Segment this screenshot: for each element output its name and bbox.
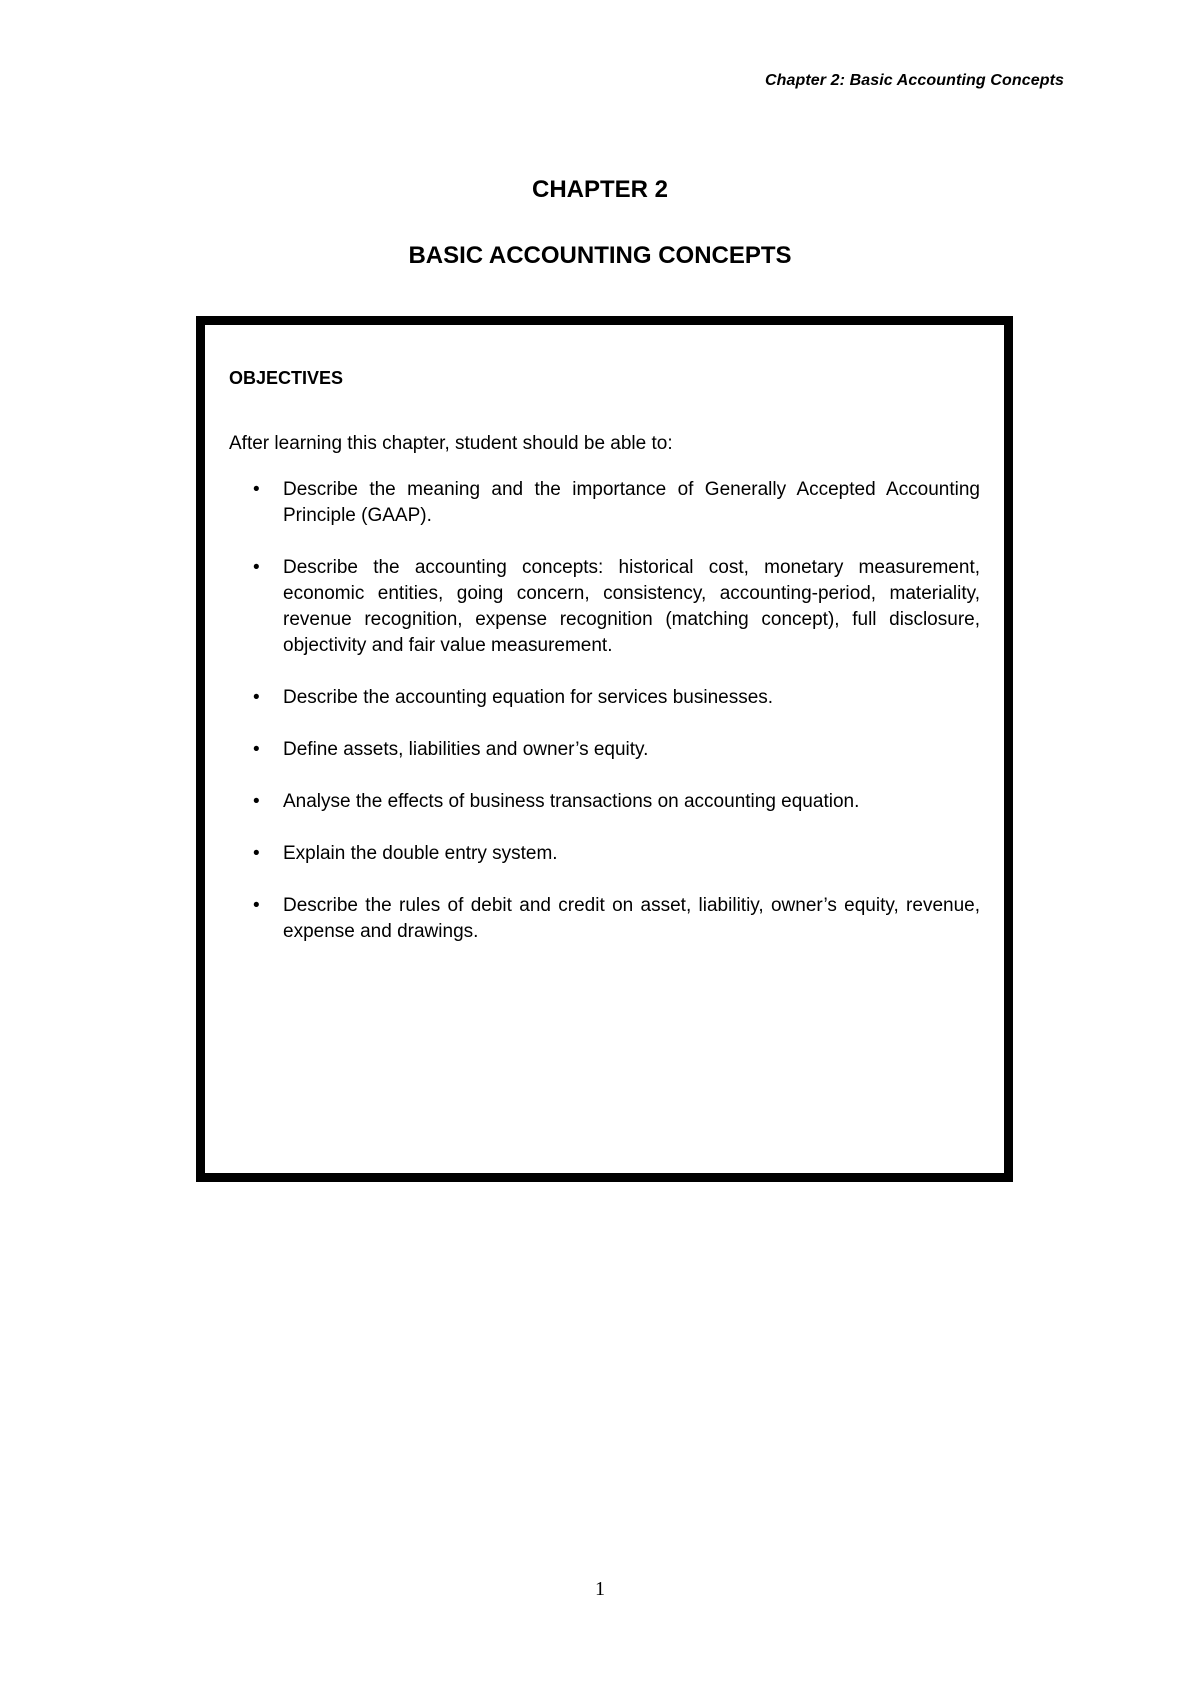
objectives-box [196, 316, 1013, 1182]
objectives-heading: OBJECTIVES [229, 368, 344, 388]
objective-text: Describe the rules of debit and credit on asset, liabilitiy, owner’s equity, revenue, expense and drawings. [283, 895, 980, 942]
bullet-icon: • [253, 687, 260, 708]
objective-item [229, 477, 980, 529]
objective-text: Describe the accounting concepts: historical cost, monetary measurement, economic entities, going concern, consistency, accounting-period, materiality, revenue recognition, expense recognition (matching concept), full disclosure, objectivity and fair value measurement. [283, 557, 980, 656]
bullet-icon: • [253, 791, 260, 812]
objective-text: Analyse the effects of business transactions on accounting equation. [283, 791, 860, 812]
objective-item [229, 555, 980, 659]
objective-text: Describe the meaning and the importance of Generally Accepted Accounting Principle (GAAP). [283, 479, 980, 526]
objective-text: Define assets, liabilities and owner’s equity. [283, 739, 649, 760]
objective-text: Explain the double entry system. [283, 843, 558, 864]
objective-text: Describe the accounting equation for services businesses. [283, 687, 774, 708]
chapter-number: CHAPTER 2 [531, 176, 669, 203]
objective-item [229, 893, 980, 945]
bullet-icon: • [253, 843, 260, 864]
running-header: Chapter 2: Basic Accounting Concepts [764, 72, 1064, 89]
bullet-icon: • [253, 557, 260, 578]
objective-item [229, 737, 980, 763]
objective-item [229, 685, 980, 711]
bullet-icon: • [253, 895, 260, 916]
objective-item [229, 789, 980, 815]
page-number: 1 [595, 1578, 605, 1600]
bullet-icon: • [253, 739, 260, 760]
objectives-list [229, 477, 980, 945]
objective-item [229, 841, 980, 867]
bullet-icon: • [253, 479, 260, 500]
objectives-intro: After learning this chapter, student should be able to: [229, 433, 673, 454]
chapter-title: BASIC ACCOUNTING CONCEPTS [408, 242, 792, 269]
